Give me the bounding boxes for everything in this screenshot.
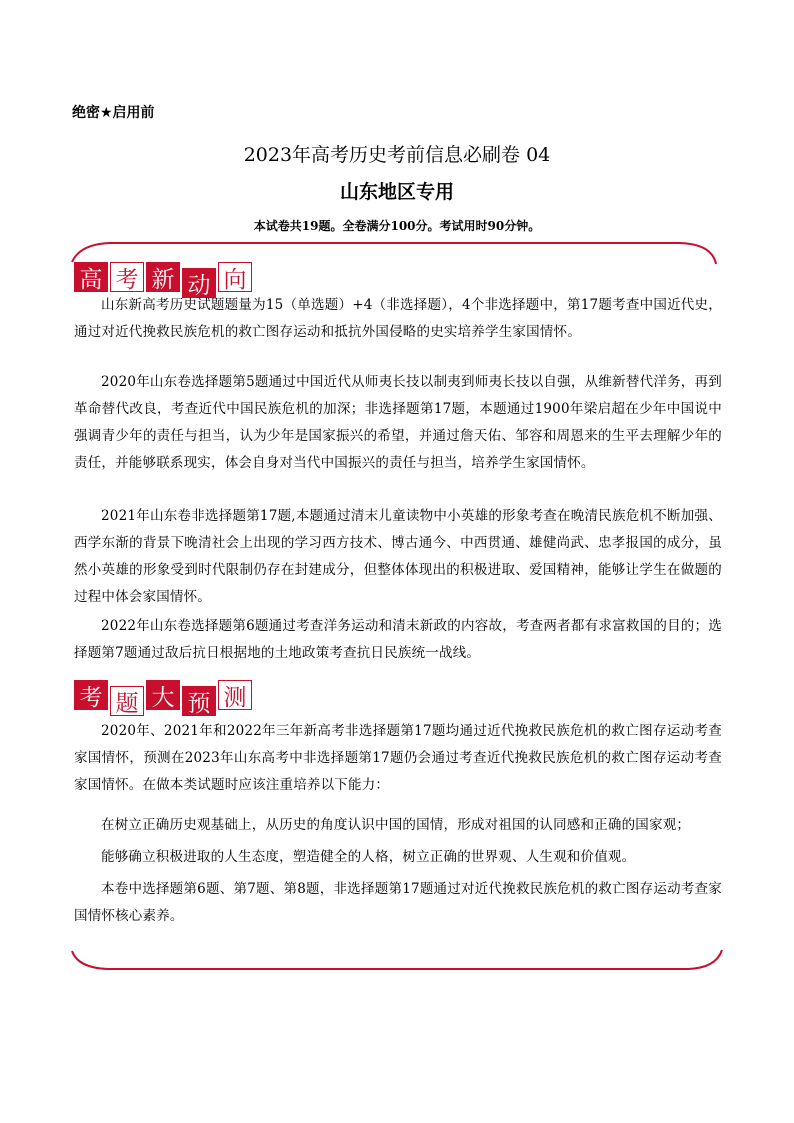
heading-char: 考 [110, 262, 144, 292]
frame-bottom-curve [72, 950, 722, 969]
heading-char: 测 [218, 680, 252, 710]
heading-char: 大 [146, 680, 180, 710]
heading-char: 动 [182, 268, 216, 298]
section-heading-predictions [74, 680, 254, 717]
paragraph: 在树立正确历史观基础上，从历史的角度认识中国的国情，形成对祖国的认同感和正确的国家观； [101, 817, 691, 833]
heading-char: 新 [146, 262, 180, 292]
paragraph: 本卷中选择题第6题、第7题、第8题，非选择题第17题通过对近代挽救民族危机的救亡图存运动考查家国情怀核心素养。 [74, 881, 722, 924]
confidential-label: 绝密★启用前 [72, 105, 155, 121]
page-subtitle: 山东地区专用 [339, 181, 454, 203]
heading-char: 向 [218, 262, 252, 292]
paragraph: 2022年山东卷选择题第6题通过考查洋务运动和清末新政的内容故，考查两者都有求富救国的目的；选择题第7题通过敌后抗日根据地的土地政策考查抗日民族统一战线。 [74, 618, 722, 661]
exam-info: 本试卷共19题。全卷满分100分。考试用时90分钟。 [253, 219, 541, 233]
heading-char: 考 [74, 680, 108, 710]
heading-char: 题 [110, 686, 144, 716]
section-heading-trends [74, 262, 254, 299]
paragraph: 山东新高考历史试题题量为15（单选题）+4（非选择题），4个非选择题中，第17题考查中国近代史，通过对近代挽救民族危机的救亡图存运动和抵抗外国侵略的史实培养学生家国情怀。 [74, 297, 722, 340]
paragraph: 2020年山东卷选择题第5题通过中国近代从师夷长技以制夷到师夷长技以自强，从维新替代洋务，再到革命替代改良，考查近代中国民族危机的加深；非选择题第17题，本题通过1900年梁启超在少年中国说中强调青少年的责任与担当，认为少年是国家振兴的希望，并通过詹天佑、邹容和周恩来的生平去理解少年的责任，并能够联系现实，体会自身对当代中国振兴的责任与担当，培养学生家国情怀。 [74, 374, 722, 471]
paragraph: 2020年、2021年和2022年三年新高考非选择题第17题均通过近代挽救民族危机的救亡图存运动考查家国情怀，预测在2023年山东高考中非选择题第17题仍会通过考查近代挽救民族危机的救亡图存运动考查家国情怀。在做本类试题时应该注重培养以下能力： [74, 723, 722, 793]
heading-char: 高 [74, 262, 108, 292]
heading-char: 预 [182, 686, 216, 716]
paragraph: 2021年山东卷非选择题第17题,本题通过清末儿童读物中小英雄的形象考查在晚清民族危机不断加强、西学东渐的背景下晚清社会上出现的学习西方技术、博古通今、中西贯通、雄健尚武、忠孝报国的成分，虽然小英雄的形象受到时代限制仍存在封建成分，但整体体现出的积极进取、爱国精神，能够让学生在做题的过程中体会家国情怀。 [74, 508, 722, 605]
page-title: 2023年高考历史考前信息必刷卷 04 [243, 144, 551, 166]
paragraph: 能够确立积极进取的人生态度，塑造健全的人格，树立正确的世界观、人生观和价值观。 [101, 849, 636, 865]
